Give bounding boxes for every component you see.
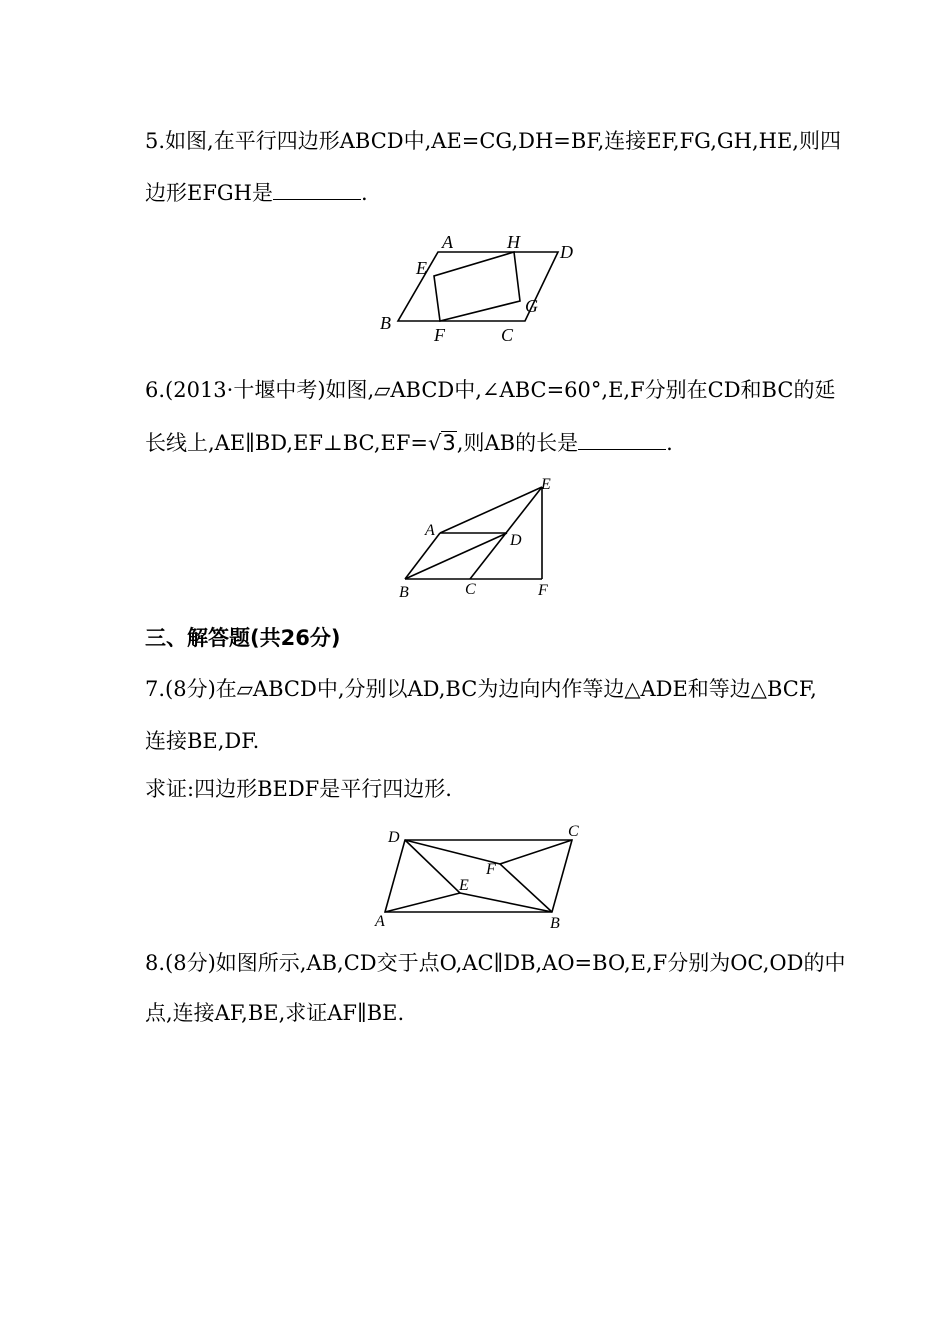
q5-label-c: C [501,325,514,345]
q7-label-e: E [459,877,469,894]
q5-label-a: A [442,232,453,252]
q6-label-f: F [538,582,548,599]
q7-label-b: B [550,915,560,932]
q6-line2-text: 长线上,AE∥BD,EF⊥BC,EF= [145,431,429,455]
q5-label-g: G [525,296,538,316]
q5-line2-end: . [361,181,368,205]
q7-line1: 7.(8分)在▱ABCD中,分别以AD,BC为边向内作等边△ADE和等边△BCF, [145,677,817,701]
q6-sqrt3 [428,430,457,456]
q6-segment-ba [405,533,440,579]
q6-line2 [145,430,673,456]
q5-label-e: E [416,258,427,278]
q6-label-a: A [425,522,435,539]
q5-line2-text: 边形EFGH是 [145,181,273,205]
q7-parallelogram-abcd [385,840,572,912]
q5-label-b: B [380,313,391,333]
q7-label-f: F [486,861,496,878]
q7-label-d: D [388,829,400,846]
q6-sqrt-value: 3 [442,431,456,455]
q5-figure [370,228,610,348]
q6-label-c: C [465,581,476,598]
q7-label-a: A [375,913,385,930]
q5-label-h: H [507,232,520,252]
q6-segment-ae [440,487,542,533]
q5-quadrilateral-efgh [434,252,520,321]
q7-segment-be [460,893,552,912]
q6-label-b: B [399,584,409,601]
q5-label-d: D [560,242,573,262]
q6-sqrt-symbol: √ [428,431,442,455]
q5-line2 [145,180,368,206]
q6-line2-end: . [666,431,673,455]
q5-label-f: F [434,325,445,345]
q5-answer-blank[interactable] [273,181,361,200]
q6-answer-blank[interactable] [578,431,666,450]
q6-label-d: D [510,532,522,549]
q6-figure [395,475,565,605]
q7-line2: 连接BE,DF. [145,729,260,753]
q6-segment-bd [405,533,507,579]
q6-line1: 6.(2013·十堰中考)如图,▱ABCD中,∠ABC=60°,E,F分别在CD和BC的延 [145,378,836,402]
q5-line1: 5.如图,在平行四边形ABCD中,AE=CG,DH=BF,连接EF,FG,GH,HE,则四 [145,129,841,153]
q7-label-c: C [568,823,579,840]
section3-heading: 三、解答题(共26分) [145,626,341,650]
q8-line1: 8.(8分)如图所示,AB,CD交于点O,AC∥DB,AO=BO,E,F分别为OC,OD的中 [145,951,846,975]
q7-line3: 求证:四边形BEDF是平行四边形. [145,777,452,801]
q6-label-e: E [541,476,551,493]
q6-line2-mid: ,则AB的长是 [456,431,579,455]
q8-line2: 点,连接AF,BE,求证AF∥BE. [145,1001,405,1025]
q7-figure [370,820,590,935]
